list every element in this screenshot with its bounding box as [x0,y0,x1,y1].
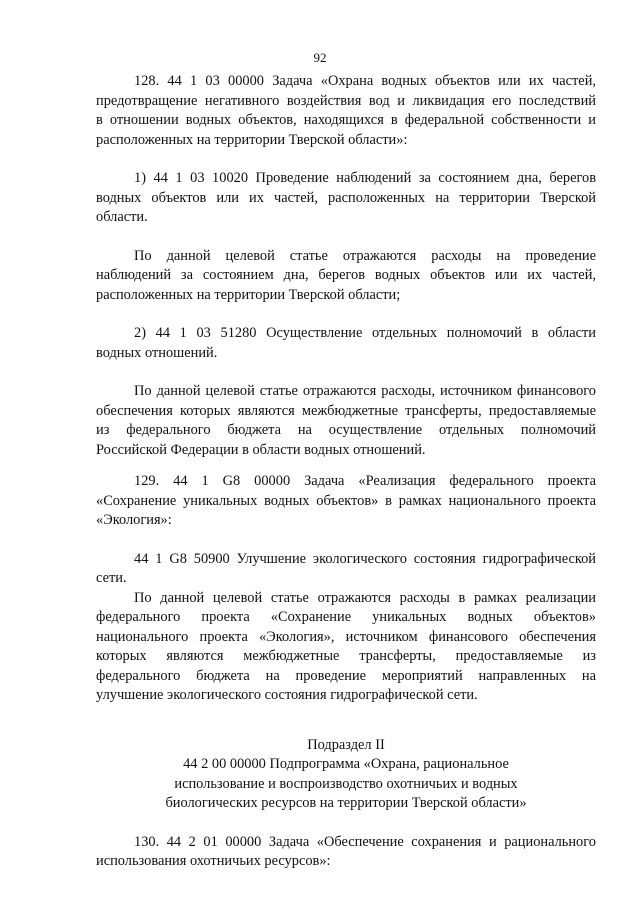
text-line: водных отношений. [96,344,218,361]
text-line: 44 1 G8 50900 Улучшение экологического состояния гидрографической [134,550,596,567]
text-line: водных объектов или их частей, расположенных на территории Тверской [96,189,596,206]
paragraph-item-g8 [96,550,596,589]
document-body [96,72,596,872]
paragraph-item-2-description [96,382,596,460]
text-line: По данной целевой статье отражаются расходы в рамках реализации [134,589,596,606]
subsection-line: использование и воспроизводство охотничьих и водных [174,775,518,792]
text-line: улучшение экологического состояния гидрографической сети. [96,687,478,703]
paragraph-task-129 [96,472,596,531]
text-line: Российской Федерации в области водных отношений. [96,441,426,458]
text-line: 1) 44 1 03 10020 Проведение наблюдений за состоянием дна, берегов [134,170,596,186]
paragraph-item-1-description [96,247,596,306]
text-line: расположенных на территории Тверской области»: [96,131,408,148]
text-line: из федерального бюджета на осуществление отдельных полномочий [96,422,596,438]
text-line: 2) 44 1 03 51280 Осуществление отдельных полномочий в области [134,325,596,341]
page-number: 92 [313,50,327,65]
text-line: использования охотничьих ресурсов»: [96,853,331,869]
paragraph-task-130 [96,833,596,872]
text-line: «Экология»: [96,512,172,528]
paragraph-task-128 [96,72,596,150]
text-line: которых являются межбюджетные трансферты, предоставляемые из [96,648,596,664]
subsection-line: 44 2 00 00000 Подпрограмма «Охрана, рациональное [183,756,509,772]
paragraph-item-2 [96,324,596,363]
text-line: «Сохранение уникальных водных объектов» в рамках национального проекта [96,492,596,509]
text-line: наблюдений за состоянием дна, берегов водных объектов или их частей, [96,267,596,283]
text-line: 129. 44 1 G8 00000 Задача «Реализация федерального проекта [134,473,596,489]
text-line: По данной целевой статье отражаются расходы на проведение [134,247,596,264]
text-line: в отношении водных объектов, находящихся в федеральной собственности и [96,112,596,128]
text-line: 130. 44 2 01 00000 Задача «Обеспечение сохранения и рационального [134,833,596,850]
text-line: федерального бюджета на проведение мероприятий направленных на [96,667,596,684]
text-line: федерального проекта «Сохранение уникальных водных объектов» [96,609,596,625]
text-line: расположенных на территории Тверской области; [96,286,401,303]
subsection-heading [96,736,596,814]
text-line: национального проекта «Экология», источником финансового обеспечения [96,628,596,645]
subsection-title: Подраздел II [307,736,385,753]
text-line: обеспечения которых являются межбюджетные трансферты, предоставляемые [96,402,596,419]
paragraph-item-g8-description [96,589,596,706]
subsection-line: биологических ресурсов на территории Тверской области» [165,795,527,811]
text-line: По данной целевой статье отражаются расходы, источником финансового [134,383,596,399]
text-line: сети. [96,570,127,586]
paragraph-item-1 [96,169,596,228]
text-line: 128. 44 1 03 00000 Задача «Охрана водных объектов или их частей, [134,73,596,89]
text-line: области. [96,209,148,225]
text-line: предотвращение негативного воздействия вод и ликвидация его последствий [96,92,596,109]
